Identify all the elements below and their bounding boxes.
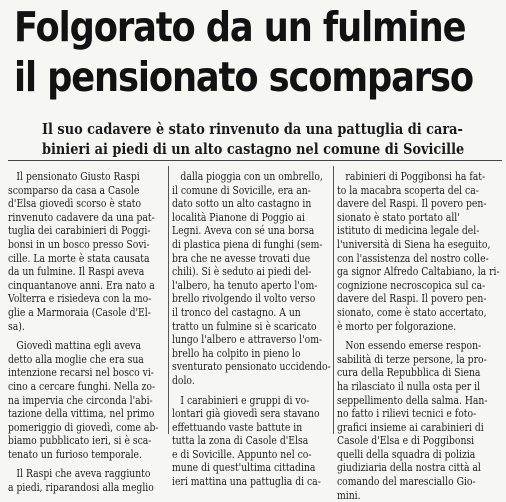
article-line: bonsi in un bosco presso Sovi- [8, 237, 150, 251]
article-line: istituto di medicina legale del- [337, 224, 480, 238]
article-line: cino a cercare funghi. Nella zo- [8, 379, 156, 393]
column-divider-1 [168, 166, 169, 434]
article-line: glie a Marmoraia (Casole d'El- [8, 305, 151, 319]
article-line: no fatto i rilievi tecnici e foto- [337, 407, 477, 421]
article-line: quelli della squadra di polizia [337, 447, 476, 461]
article-line: effettuando vaste battute in [172, 420, 303, 434]
article-line: comando del maresciallo Gio- [337, 475, 476, 489]
article-line: bra che ne avesse trovati due [172, 251, 311, 265]
subheadline [42, 119, 498, 159]
article-line: lungo l'albero e attraverso l'om- [172, 333, 323, 347]
article-line: di plastica piena di funghi (sem- [172, 237, 323, 251]
article-line: tuglia dei carabinieri di Poggi- [8, 224, 151, 238]
article-line: Giovedì mattina egli aveva [16, 339, 142, 353]
article-line: cinquantanove anni. Era nato a [8, 278, 155, 292]
article-line: il comune di Sovicille, era an- [172, 183, 311, 197]
column-divider-2 [333, 166, 334, 434]
article-line: to la macabra scoperta del ca- [337, 183, 479, 197]
article-line: con l'assistenza del nostro colle- [337, 251, 489, 265]
article-line: località Pianone di Poggio ai [172, 210, 305, 224]
header-divider [8, 160, 502, 161]
article-line: dolo. [172, 373, 195, 387]
article-line: a piedi, riparandosi alla meglio [8, 481, 154, 495]
article-line: e di Sovicille. Appunto nel co- [172, 447, 312, 461]
article-line: tratto un fulmine si è scaricato [172, 319, 317, 333]
article-line: lontari già giovedì sera stavano [172, 407, 320, 421]
article-line: ieri mattina una pattuglia di ca- [172, 475, 321, 489]
article-line: da un fulmine. Il Raspi aveva [8, 265, 145, 279]
article-line: ha rilasciato il nulla osta per il [337, 379, 481, 393]
article-column-3 [337, 170, 502, 502]
article-line: l'università di Siena ha eseguito, [337, 237, 491, 251]
article-line: chili). Si è seduto ai piedi del- [172, 265, 312, 279]
article-column-1 [8, 170, 168, 495]
article-line: tenato un furioso temporale. [8, 447, 142, 461]
article-line: davere del Raspi. Il povero pen- [337, 197, 487, 211]
article-line: seppellimento della salma. Han- [337, 393, 488, 407]
article-line: l'albero, ha tenuto aperto l'om- [172, 278, 318, 292]
article-line: scomparso da casa a Casole [8, 183, 140, 197]
article-line: sa). [8, 319, 25, 333]
headline-line-1: Folgorato da un fulmine [14, 3, 466, 51]
article-line: ga signor Alfredo Caltabiano, la ri- [337, 265, 500, 279]
article-line: sionato, come è stato accertato, [337, 305, 487, 319]
article-line: Volterra e risiedeva con la mo- [8, 292, 152, 306]
article-line: giudiziaria della nostra città al [337, 461, 481, 475]
article-line: Legni. Aveva con sé una borsa [172, 224, 315, 238]
article-line: intenzione recarsi nel bosco vi- [8, 366, 154, 380]
article-line: na impervia che circonda l'abi- [8, 393, 153, 407]
subheadline-line-1: Il suo cadavere è stato rinvenuto da una pattuglia di cara- [42, 120, 463, 138]
article-line: davere del Raspi. Il povero pen- [337, 292, 487, 306]
article-line: biamo pubblicato ieri, si è sca- [8, 434, 152, 448]
article-line: tazione della vittima, nel primo [8, 407, 155, 421]
headline-line-2: il pensionato scomparso [14, 53, 474, 101]
headline [14, 2, 500, 102]
article-line: il tronco del castagno. A un [172, 305, 301, 319]
article-line: pomeriggio di giovedì, come ab- [8, 420, 159, 434]
article-line: cura della Repubblica di Siena [337, 366, 481, 380]
article-line: sabilità di terze persone, la pro- [337, 352, 487, 366]
article-line: sventurato pensionato uccidendo- [172, 360, 331, 374]
article-line: I carabinieri e gruppi di vo- [180, 393, 310, 407]
article-line: grafici insieme ai carabinieri di [337, 420, 484, 434]
subheadline-line-2: binieri ai piedi di un alto castagno nel comune di Sovicille [42, 140, 465, 158]
article-line: mune di quest'ultima cittadina [172, 461, 316, 475]
article-line: dato sotto un alto castagno in [172, 197, 312, 211]
article-column-2 [172, 170, 332, 489]
article-line: dalla pioggia con un ombrello, [180, 170, 323, 183]
article-line: rabinieri di Poggibonsi ha fat- [345, 170, 486, 183]
article-line: brello rivolgendo il volto verso [172, 292, 316, 306]
article-line: tutta la zona di Casole d'Elsa [172, 434, 309, 448]
article-line: Casole d'Elsa e di Poggibonsi [337, 434, 475, 448]
article-line: Non essendo emerse respon- [345, 339, 482, 353]
article-line: mini. [337, 488, 361, 502]
article-line: Il pensionato Giusto Raspi [16, 170, 140, 183]
article-line: d'Elsa giovedì scorso è stato [8, 197, 142, 211]
article-line: detto alla moglie che era sua [8, 352, 144, 366]
article-line: Il Raspi che aveva raggiunto [16, 467, 151, 481]
article-line: cognizione necroscopica sul ca- [337, 278, 486, 292]
article-line: rinvenuto cadavere da una pat- [8, 210, 155, 224]
article-line: è morto per folgorazione. [337, 319, 457, 333]
article-line: cille. La morte è stata causata [8, 251, 150, 265]
article-line: brello ha colpito in pieno lo [172, 346, 301, 360]
article-line: sionato è stato portato all' [337, 210, 460, 224]
